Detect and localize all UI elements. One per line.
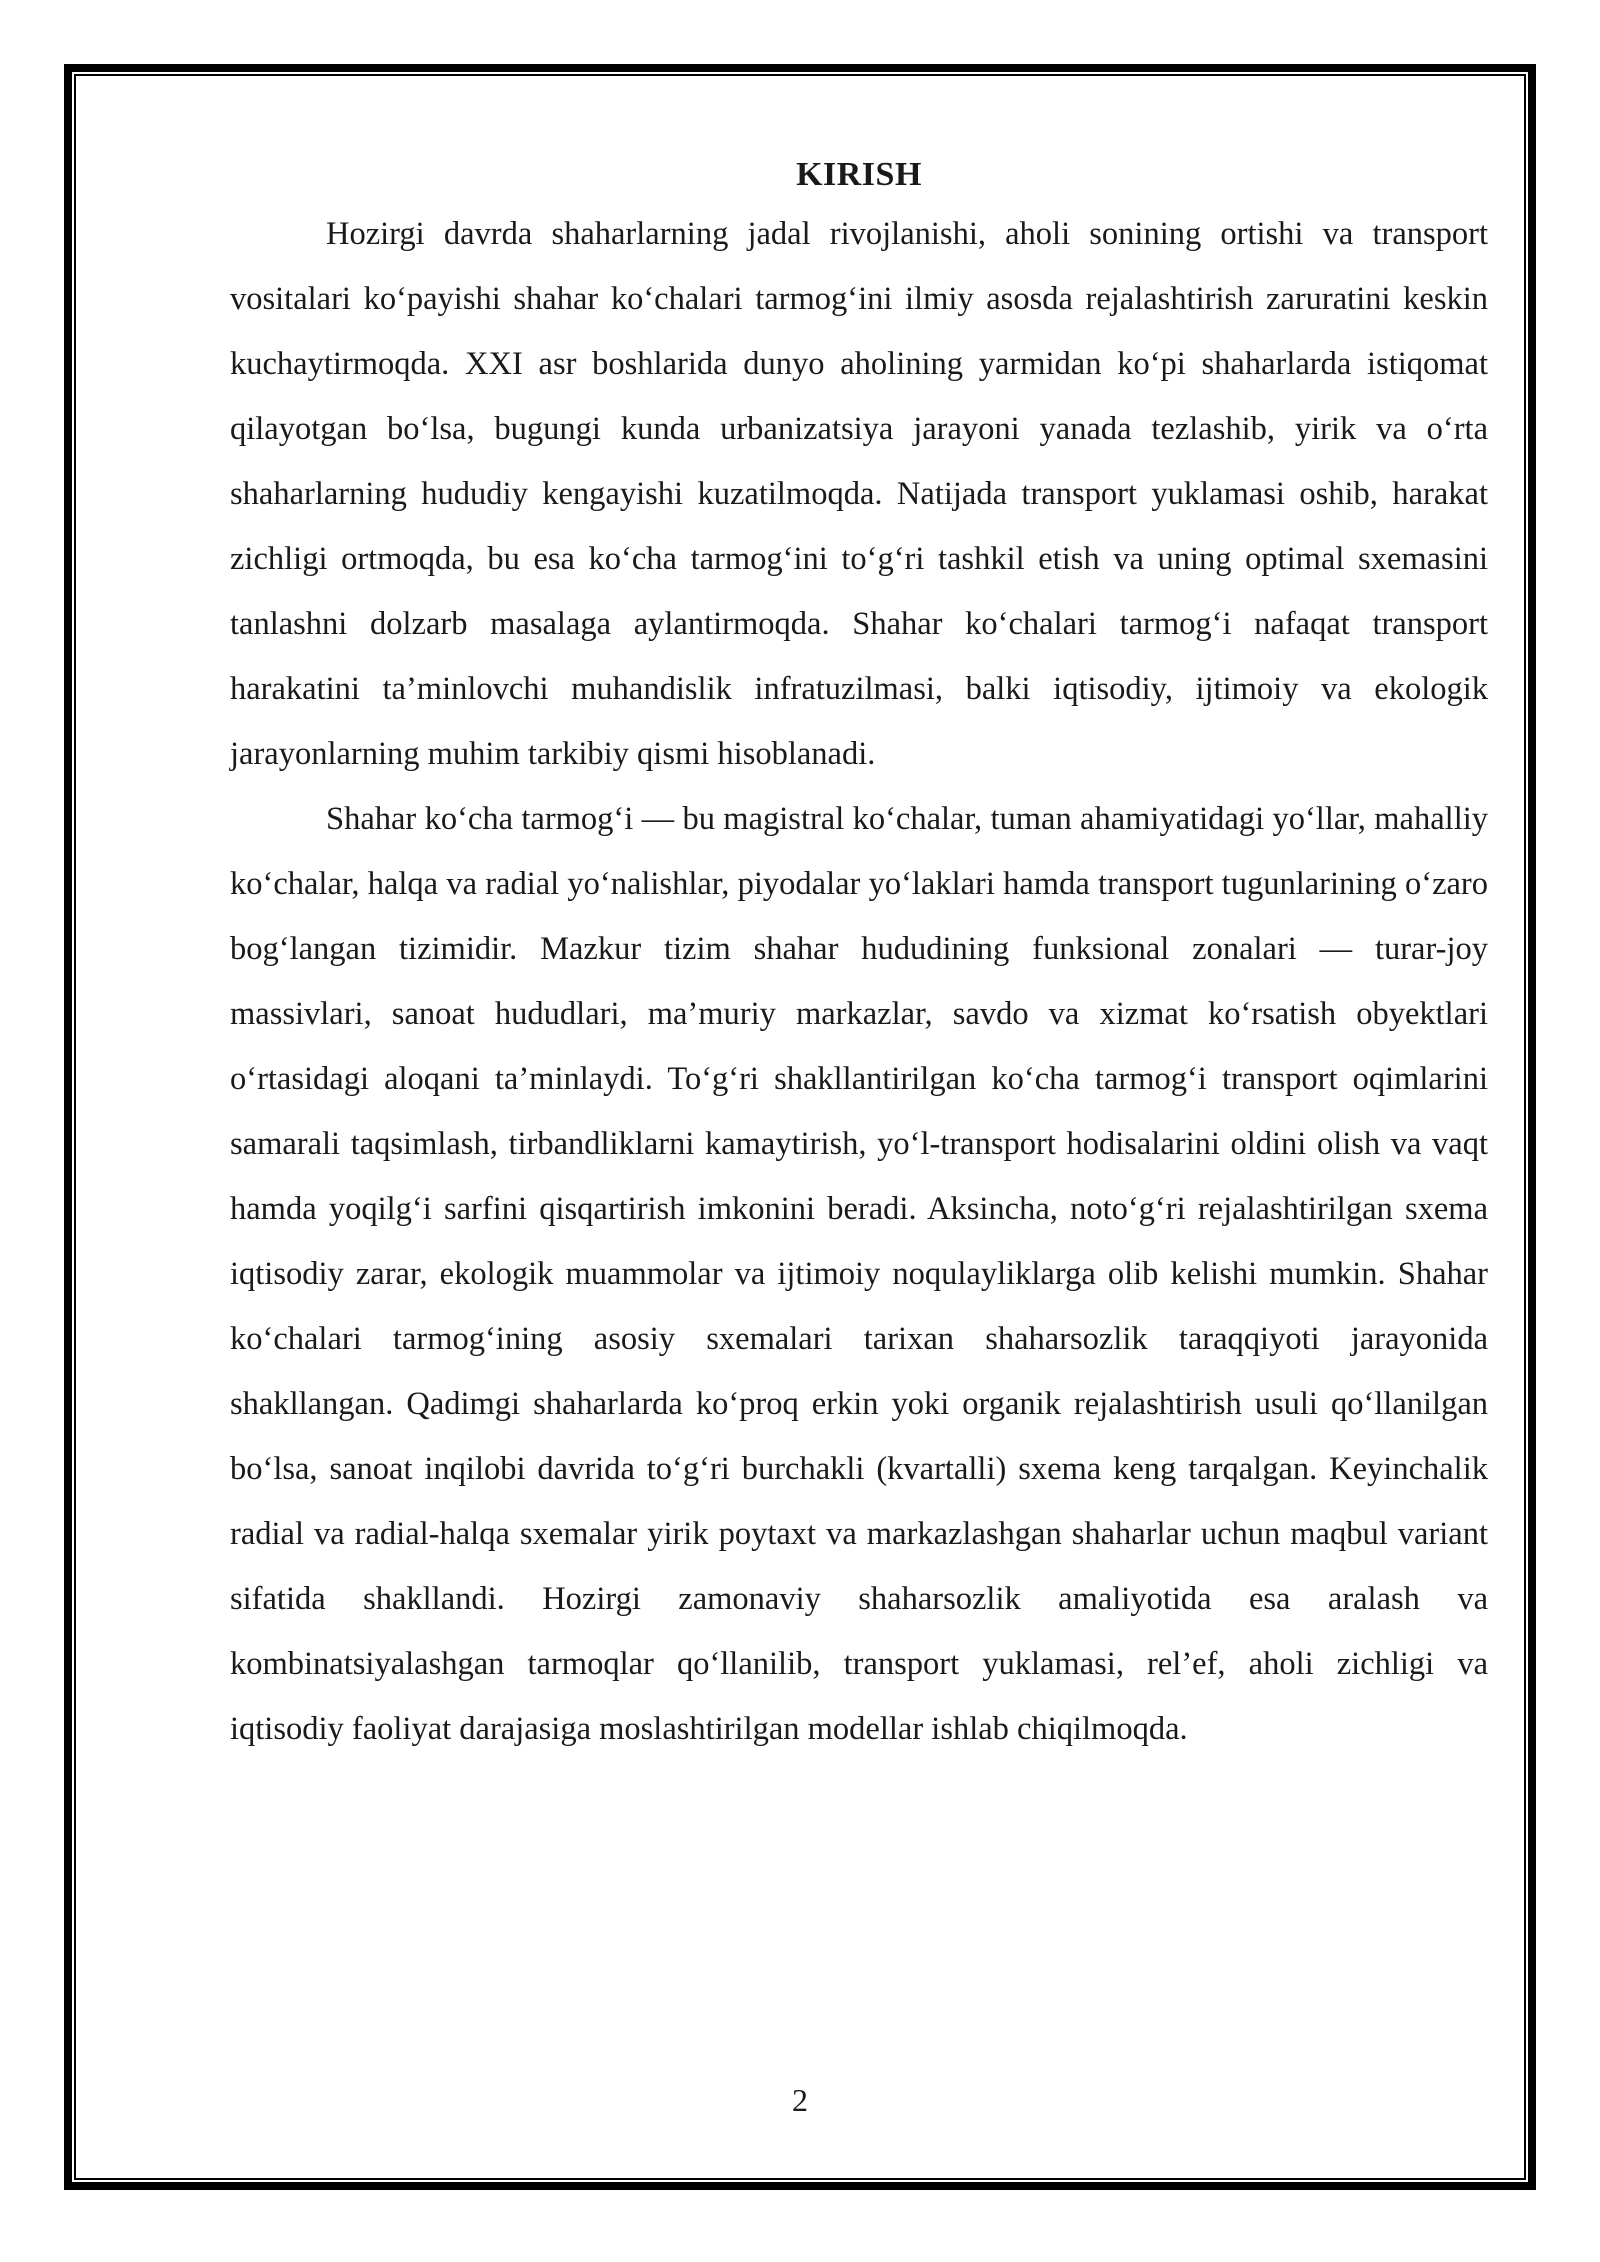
page-number: 2 [792,2082,808,2118]
document-body [230,150,1488,1762]
paragraph-2: Shahar ko‘cha tarmog‘i — bu magistral ko‘chalar, tuman ahamiyatidagi yo‘llar, mahalliy ko‘chalar, halqa va radial yo‘nalishlar, piyodalar yo‘laklari hamda transport tugunlarining o‘zaro bog‘langan tizimidir. Mazkur tizim shahar hududining funksional zonalari — turar-joy massivlari, sanoat hududlari, ma’muriy markazlar, savdo va xizmat ko‘rsatish obyektlari o‘rtasidagi aloqani ta’minlaydi. To‘g‘ri shakllantirilgan ko‘cha tarmog‘i transport oqimlarini samarali taqsimlash, tirbandliklarni kamaytirish, yo‘l-transport hodisalarini oldini olish va vaqt hamda yoqilg‘i sarfini qisqartirish imkonini beradi. Aksincha, noto‘g‘ri rejalashtirilgan sxema iqtisodiy zarar, ekologik muammolar va ijtimoiy noqulayliklarga olib kelishi mumkin. Shahar ko‘chalari tarmog‘ining asosiy sxemalari tarixan shaharsozlik taraqqiyoti jarayonida shakllangan. Qadimgi shaharlarda ko‘proq erkin yoki organik rejalashtirish usuli qo‘llanilgan bo‘lsa, sanoat inqilobi davrida to‘g‘ri burchakli (kvartalli) sxema keng tarqalgan. Keyinchalik radial va radial-halqa sxemalar yirik poytaxt va markazlashgan shaharlar uchun maqbul variant sifatida shakllandi. Hozirgi zamonaviy shaharsozlik amaliyotida esa aralash va kombinatsiyalashgan tarmoqlar qo‘llanilib, transport yuklamasi, rel’ef, aholi zichligi va iqtisodiy faoliyat darajasiga moslashtirilgan modellar ishlab chiqilmoqda. [230,801,1488,1747]
section-title: KIRISH [796,156,922,193]
paragraph-1: Hozirgi davrda shaharlarning jadal rivojlanishi, aholi sonining ortishi va transport vositalari ko‘payishi shahar ko‘chalari tarmog‘ini ilmiy asosda rejalashtirish zaruratini keskin kuchaytirmoqda. XXI asr boshlarida dunyo aholining yarmidan ko‘pi shaharlarda istiqomat qilayotgan bo‘lsa, bugungi kunda urbanizatsiya jarayoni yanada tezlashib, yirik va o‘rta shaharlarning hududiy kengayishi kuzatilmoqda. Natijada transport yuklamasi oshib, harakat zichligi ortmoqda, bu esa ko‘cha tarmog‘ini to‘g‘ri tashkil etish va uning optimal sxemasini tanlashni dolzarb masalaga aylantirmoqda. Shahar ko‘chalari tarmog‘i nafaqat transport harakatini ta’minlovchi muhandislik infratuzilmasi, balki iqtisodiy, ijtimoiy va ekologik jarayonlarning muhim tarkibiy qismi hisoblanadi. [230,216,1488,772]
